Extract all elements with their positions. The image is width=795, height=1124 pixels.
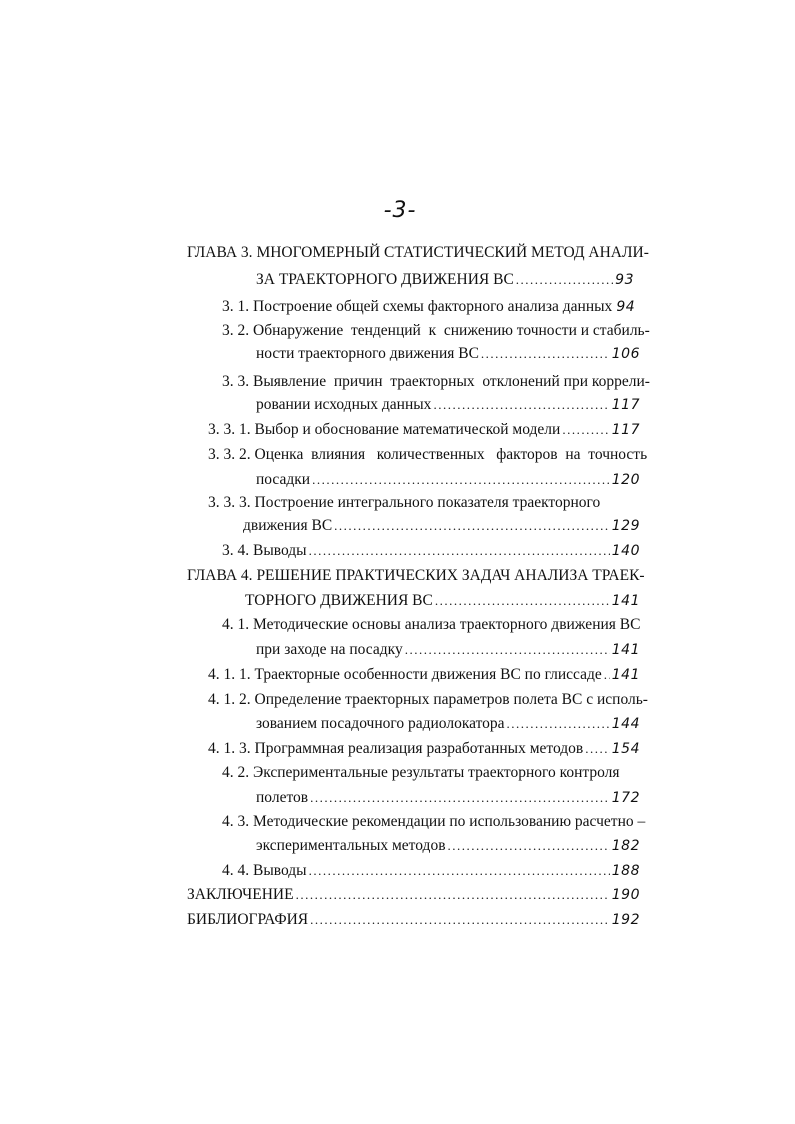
- toc-section-4-2-line-2: [256, 788, 640, 808]
- leader-dots: [562, 420, 609, 440]
- toc-section-4-1-line-1: [222, 615, 640, 635]
- section-title: Программная реализация разработанных методов: [254, 740, 584, 757]
- chapter-title: РЕШЕНИЕ ПРАКТИЧЕСКИХ ЗАДАЧ АНАЛИЗА ТРАЕК-: [256, 567, 645, 584]
- section-title: Построение интегрального показателя траекторного: [254, 494, 601, 511]
- page-ref: 144: [611, 716, 640, 732]
- toc-section-3-3-2-line-2: [256, 470, 640, 490]
- page-ref: 141: [611, 667, 640, 683]
- leader-dots: [312, 470, 610, 490]
- section-title: Траекторные особенности движения ВС по глиссаде: [254, 666, 602, 683]
- conclusion-title: ЗАКЛЮЧЕНИЕ: [187, 886, 294, 903]
- leader-dots: [296, 885, 610, 905]
- leader-dots: [516, 270, 613, 290]
- section-title: Определение траекторных параметров полета ВС с исполь-: [254, 691, 648, 708]
- section-number: 4. 1. 3.: [208, 740, 251, 757]
- section-number: 4. 4.: [222, 862, 250, 879]
- section-title: Выводы: [253, 862, 307, 879]
- toc-section-3-3-3-line-2: [243, 516, 640, 536]
- leader-dots: [309, 541, 610, 561]
- toc-section-4-3-line-1: [222, 812, 645, 832]
- toc-section-3-3-3-line-1: [208, 493, 600, 513]
- page-ref: 154: [611, 741, 640, 757]
- toc-section-4-1-1: [208, 665, 640, 685]
- section-title: Выбор и обоснование математической модели: [254, 421, 561, 438]
- section-title-continued: полетов: [256, 789, 309, 806]
- section-title-continued: зованием посадочного радиолокатора: [256, 715, 505, 732]
- section-number: 4. 2.: [222, 764, 250, 781]
- toc-section-3-2-line-1: [222, 321, 650, 341]
- leader-dots: [585, 739, 610, 759]
- section-title-continued: движения ВС: [243, 517, 333, 534]
- page-ref: 140: [611, 543, 640, 559]
- toc-section-4-4: [222, 861, 640, 881]
- bibliography-title: БИБЛИОГРАФИЯ: [187, 911, 309, 928]
- section-title-continued: экспериментальных методов: [256, 837, 446, 854]
- section-number: 4. 1.: [222, 616, 250, 633]
- section-title-continued: посадки: [256, 471, 311, 488]
- leader-dots: [310, 788, 610, 808]
- page-ref: 141: [611, 642, 640, 658]
- page-ref: 182: [611, 838, 640, 854]
- toc-section-4-1-2-line-1: [208, 690, 648, 710]
- leader-dots: [448, 836, 610, 856]
- chapter-number: ГЛАВА 3.: [187, 244, 253, 261]
- section-title-continued: при заходе на посадку: [256, 641, 403, 658]
- toc-section-4-3-line-2: [256, 836, 640, 856]
- leader-dots: [435, 591, 610, 611]
- section-title-continued: ровании исходных данных: [256, 396, 432, 413]
- section-title: Оценка влияния количественных факторов на точность: [254, 446, 648, 463]
- page-ref: 94: [616, 299, 636, 315]
- page-ref: 192: [611, 912, 640, 928]
- page-ref: 117: [611, 397, 640, 413]
- page-ref: 190: [611, 887, 640, 903]
- page-ref: 172: [611, 790, 640, 806]
- leader-dots: [481, 344, 610, 364]
- toc-section-4-1-2-line-2: [256, 714, 640, 734]
- section-title: Экспериментальные результаты траекторного контроля: [253, 764, 620, 781]
- page-ref: 93: [615, 272, 634, 288]
- section-title: Выводы: [253, 542, 307, 559]
- toc-conclusion: [187, 885, 640, 905]
- leader-dots: [309, 861, 610, 881]
- section-number: 4. 3.: [222, 813, 250, 830]
- chapter-title-continued: ТОРНОГО ДВИЖЕНИЯ ВС: [245, 592, 433, 609]
- toc-section-4-1-line-2: [256, 640, 640, 660]
- toc-section-3-2-line-2: [256, 344, 640, 364]
- page-number: -3-: [383, 198, 417, 223]
- chapter-number: ГЛАВА 4.: [187, 567, 253, 584]
- page-ref: 117: [611, 422, 640, 438]
- toc-section-4-2-line-1: [222, 763, 620, 783]
- section-number: 3. 2.: [222, 322, 250, 339]
- toc-section-3-3-1: [208, 420, 640, 440]
- page-ref: 106: [611, 346, 640, 362]
- toc-section-3-3-line-2: [256, 395, 640, 415]
- section-number: 3. 3. 1.: [208, 421, 251, 438]
- leader-dots: [604, 665, 610, 685]
- section-title-continued: ности траекторного движения ВС: [256, 345, 479, 362]
- leader-dots: [507, 714, 610, 734]
- chapter-title: МНОГОМЕРНЫЙ СТАТИСТИЧЕСКИЙ МЕТОД АНАЛИ-: [256, 244, 649, 261]
- chapter-title-continued: ЗА ТРАЕКТОРНОГО ДВИЖЕНИЯ ВС: [256, 271, 514, 288]
- leader-dots: [310, 910, 610, 930]
- leader-dots: [405, 640, 610, 660]
- toc-section-3-1: [222, 297, 634, 317]
- page-ref: 120: [611, 472, 640, 488]
- toc-section-4-1-3: [208, 739, 640, 759]
- page-ref: 129: [611, 518, 640, 534]
- section-title: Обнаружение тенденций к снижению точности и стабиль-: [253, 322, 650, 339]
- section-title: Методические рекомендации по использованию расчетно –: [253, 813, 646, 830]
- section-title: Построение общей схемы факторного анализа данных: [253, 298, 613, 315]
- section-number: 3. 4.: [222, 542, 250, 559]
- leader-dots: [334, 516, 610, 536]
- toc-chapter-3-line-2: [256, 270, 634, 290]
- section-number: 4. 1. 2.: [208, 691, 251, 708]
- toc-bibliography: [187, 910, 640, 930]
- page-ref: 141: [611, 593, 640, 609]
- toc-chapter-3-line-1: [187, 243, 649, 263]
- toc-chapter-4-line-1: [187, 566, 645, 586]
- section-number: 3. 3.: [222, 373, 250, 390]
- toc-section-3-3-line-1: [222, 372, 650, 392]
- leader-dots: [433, 395, 609, 415]
- section-number: 3. 3. 2.: [208, 446, 251, 463]
- section-title: Выявление причин траекторных отклонений при коррели-: [253, 373, 650, 390]
- section-title: Методические основы анализа траекторного движения ВС: [253, 616, 641, 633]
- page-ref: 188: [611, 863, 640, 879]
- toc-section-3-3-2-line-1: [208, 445, 647, 465]
- section-number: 3. 1.: [222, 298, 250, 315]
- toc-chapter-4-line-2: [245, 591, 640, 611]
- section-number: 4. 1. 1.: [208, 666, 251, 683]
- toc-section-3-4: [222, 541, 640, 561]
- section-number: 3. 3. 3.: [208, 494, 251, 511]
